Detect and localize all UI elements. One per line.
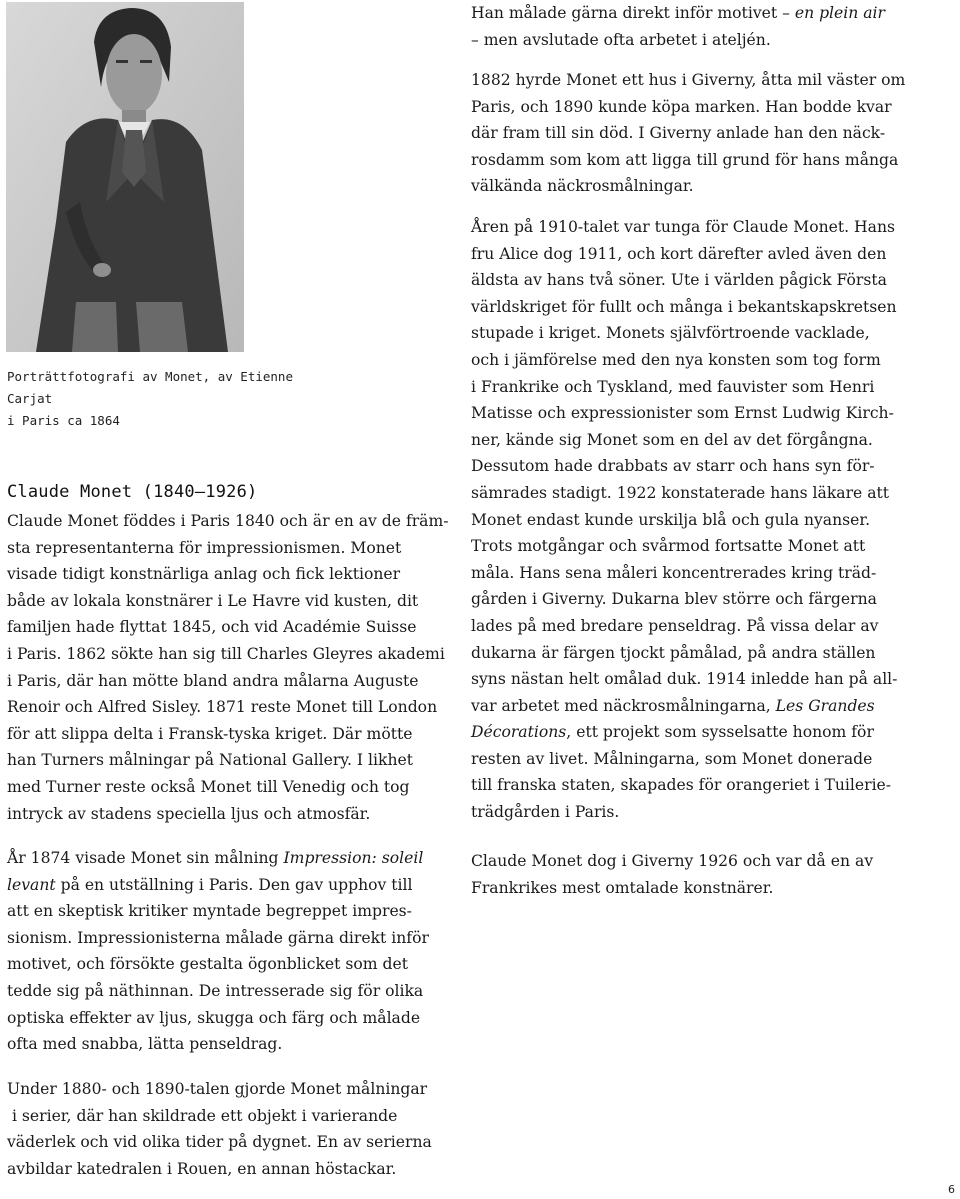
text-span: var arbetet med näckrosmålningarna, bbox=[471, 696, 776, 715]
text-line: Claude Monet föddes i Paris 1840 och är en av de främ- bbox=[7, 512, 449, 530]
text-line: tedde sig på näthinnan. De intresserade sig för olika bbox=[7, 981, 424, 1000]
text-line: Under 1880- och 1890-talen gjorde Monet målningar bbox=[7, 1080, 428, 1098]
text-line: motivet, och försökte gestalta ögonblicket som det bbox=[7, 955, 408, 974]
text-line: Claude Monet dog i Giverny 1926 och var då en av bbox=[471, 852, 874, 870]
text-line: väderlek och vid olika tider på dygnet. En av serierna bbox=[7, 1133, 432, 1152]
text-span: , ett projekt som sysselsatte honom för bbox=[566, 723, 874, 742]
text-line: fru Alice dog 1911, och kort därefter avled även den bbox=[471, 244, 887, 263]
text-line: Frankrikes mest omtalade konstnärer. bbox=[471, 878, 774, 897]
artwork-title: Décorations bbox=[471, 723, 567, 742]
page-number: 6 bbox=[948, 1183, 955, 1196]
text-line: Matisse och expressionister som Ernst Ludwig Kirch- bbox=[471, 404, 894, 423]
text-line: 1882 hyrde Monet ett hus i Giverny, åtta mil väster om bbox=[471, 71, 906, 89]
text-line: i Frankrike och Tyskland, med fauvister som Henri bbox=[471, 377, 875, 396]
text-line: gården i Giverny. Dukarna blev större och färgerna bbox=[471, 590, 877, 609]
emphasis-text: en plein air bbox=[794, 4, 885, 22]
text-line: till franska staten, skapades för orangeriet i Tuilerie- bbox=[471, 776, 892, 795]
text-line: och i jämförelse med den nya konsten som tog form bbox=[471, 350, 881, 369]
section-heading: Claude Monet (1840–1926) bbox=[7, 482, 258, 502]
paragraph-giverny bbox=[471, 67, 951, 200]
artwork-title: Les Grandes bbox=[775, 696, 875, 715]
painting-title: Impression: soleil bbox=[283, 849, 424, 867]
text-line: stupade i kriget. Monets självförtroende vacklade, bbox=[471, 324, 870, 343]
painting-title: levant bbox=[7, 875, 56, 894]
paragraph-later-years bbox=[471, 214, 951, 826]
text-line: familjen hade flyttat 1845, och vid Académie Suisse bbox=[7, 618, 417, 637]
photo-caption bbox=[7, 366, 327, 432]
paragraph-biography bbox=[7, 508, 457, 827]
text-line: dukarna är färgen tjockt påmålad, på andra ställen bbox=[471, 643, 876, 662]
text-line: Paris, och 1890 kunde köpa marken. Han bodde kvar bbox=[471, 97, 892, 116]
caption-line: Porträttfotografi av Monet, av Etienne Carjat bbox=[7, 369, 293, 406]
text-line: världskriget för fullt och många i bekantskapskretsen bbox=[471, 297, 897, 316]
text-line: där fram till sin död. I Giverny anlade han den näck- bbox=[471, 124, 886, 143]
text-line: trädgården i Paris. bbox=[471, 803, 620, 822]
text-span: Han målade gärna direkt inför motivet – bbox=[471, 4, 795, 22]
text-line: i Paris, där han mötte bland andra målarna Auguste bbox=[7, 671, 419, 690]
text-line: måla. Hans sena måleri koncentrerades kring träd- bbox=[471, 563, 877, 582]
text-line: Dessutom hade drabbats av starr och hans syn för- bbox=[471, 457, 875, 476]
text-line: Trots motgångar och svårmod fortsatte Monet att bbox=[471, 537, 866, 556]
paragraph-series bbox=[7, 1076, 457, 1182]
text-line: avbildar katedralen i Rouen, en annan höstackar. bbox=[7, 1159, 397, 1178]
text-line: Monet endast kunde urskilja blå och gula nyanser. bbox=[471, 510, 871, 529]
text-line: ner, kände sig Monet som en del av det förgångna. bbox=[471, 430, 873, 449]
text-line: han Turners målningar på National Gallery. I likhet bbox=[7, 751, 414, 770]
text-line: för att slippa delta i Fransk-tyska kriget. Där mötte bbox=[7, 724, 413, 743]
text-line: både av lokala konstnärer i Le Havre vid kusten, dit bbox=[7, 591, 419, 610]
text-line: optiska effekter av ljus, skugga och färg och målade bbox=[7, 1008, 421, 1027]
portrait-photo bbox=[6, 2, 244, 352]
text-line: att en skeptisk kritiker myntade begreppet impres- bbox=[7, 902, 412, 921]
text-line: – men avslutade ofta arbetet i ateljén. bbox=[471, 30, 771, 49]
text-line bbox=[471, 693, 951, 720]
text-line bbox=[471, 719, 951, 746]
text-line: i Paris. 1862 sökte han sig till Charles Gleyres akademi bbox=[7, 644, 445, 663]
text-line: ofta med snabba, lätta penseldrag. bbox=[7, 1035, 283, 1054]
text-span: År 1874 visade Monet sin målning bbox=[7, 849, 284, 867]
text-line: rosdamm som kom att ligga till grund för hans många bbox=[471, 150, 899, 169]
text-line: syns nästan helt omålad duk. 1914 inledde han på all- bbox=[471, 670, 898, 689]
text-span: på en utställning i Paris. Den gav upphov till bbox=[55, 875, 413, 894]
text-line: med Turner reste också Monet till Venedig och tog bbox=[7, 777, 410, 796]
text-line: resten av livet. Målningarna, som Monet donerade bbox=[471, 749, 873, 768]
text-line: i serier, där han skildrade ett objekt i varierande bbox=[7, 1106, 398, 1125]
text-line bbox=[7, 845, 457, 872]
text-line: sämrades stadigt. 1922 konstaterade hans läkare att bbox=[471, 483, 890, 502]
text-line: lades på med bredare penseldrag. På vissa delar av bbox=[471, 616, 879, 635]
text-line: välkända näckrosmålningar. bbox=[471, 177, 694, 196]
text-line: visade tidigt konstnärliga anlag och fick lektioner bbox=[7, 565, 401, 584]
paragraph-impressionism bbox=[7, 845, 457, 1058]
text-line: Åren på 1910-talet var tunga för Claude Monet. Hans bbox=[471, 218, 895, 236]
text-line: äldsta av hans två söner. Ute i världen pågick Första bbox=[471, 271, 887, 290]
text-line bbox=[7, 872, 457, 899]
caption-line: i Paris ca 1864 bbox=[7, 413, 120, 428]
text-line: sta representanterna för impressionismen. Monet bbox=[7, 538, 402, 557]
portrait-photo-icon bbox=[6, 2, 244, 352]
text-line: Renoir och Alfred Sisley. 1871 reste Monet till London bbox=[7, 698, 438, 717]
paragraph-death bbox=[471, 848, 951, 901]
paragraph-plein-air bbox=[471, 0, 951, 53]
text-line bbox=[471, 0, 951, 27]
text-line: sionism. Impressionisterna målade gärna direkt inför bbox=[7, 928, 429, 947]
text-line: intryck av stadens speciella ljus och atmosfär. bbox=[7, 804, 371, 823]
